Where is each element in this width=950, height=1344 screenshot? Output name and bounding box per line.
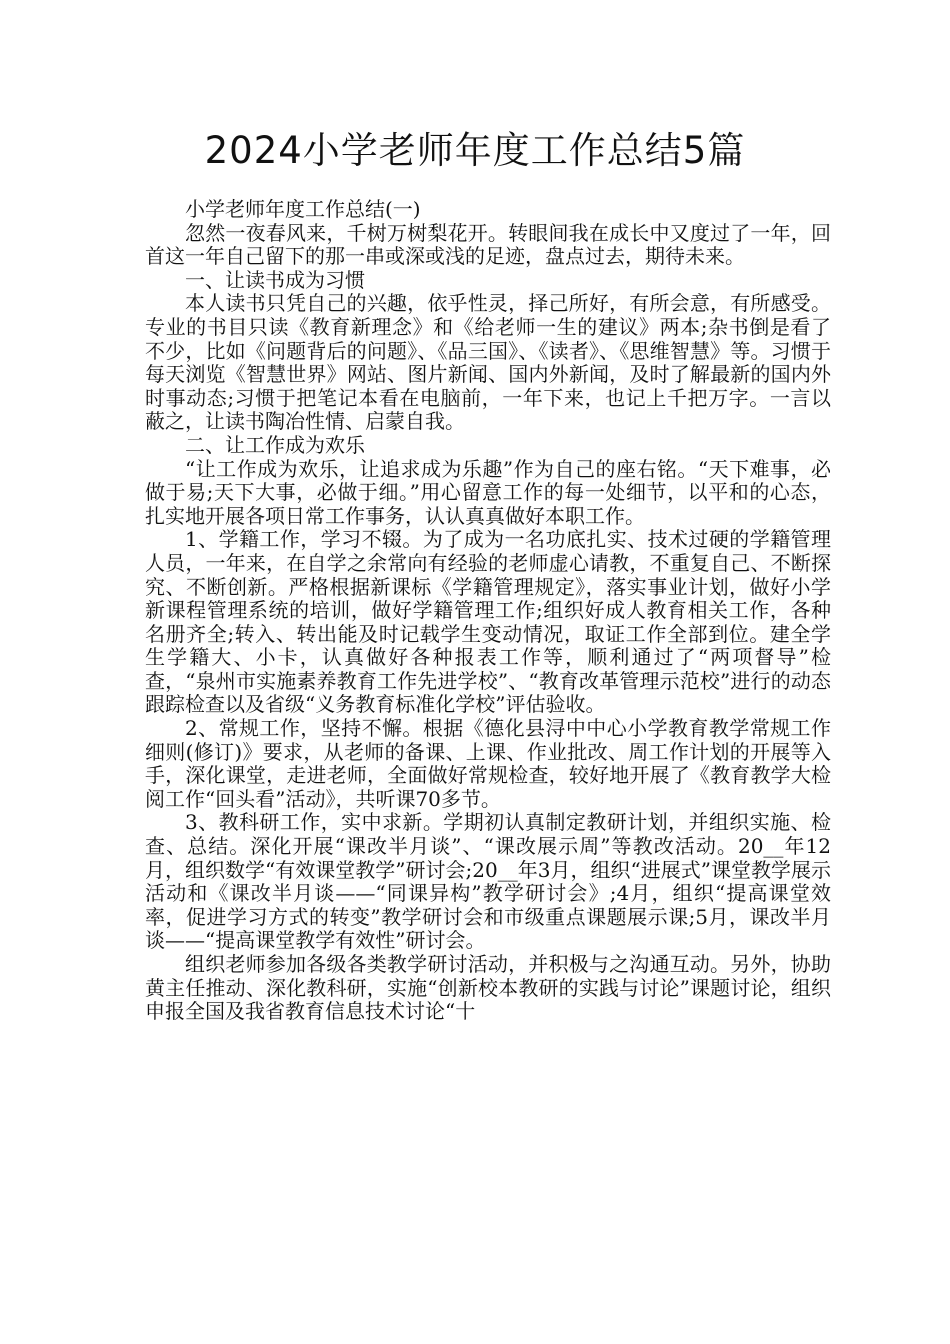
document-body <box>145 198 831 1024</box>
section-heading: 二、让工作成为欢乐 <box>185 432 365 457</box>
paragraph: “让工作成为欢乐，让追求成为乐趣”作为自己的座右铭。“天下难事，必做于易;天下大事，必做于细。”用心留意工作的每一处细节，以平和的心态，扎实地开展各项日常工作事务，认认真真做好本职工作。 <box>145 456 831 528</box>
paragraph: 3、教科研工作，实中求新。学期初认真制定教研计划，并组织实施、检查、总结。深化开展“课改半月谈”、“课改展示周”等教改活动。20__年12月，组织数学“有效课堂教学”研讨会;20__年3月，组织“进展式”课堂教学展示活动和《课改半月谈——“同课异构”教学研讨会》;4月，组织“提高课堂效率，促进学习方式的转变”教学研讨会和市级重点课题展示课;5月，课改半月谈——“提高课堂教学有效性”研讨会。 <box>145 810 831 953</box>
paragraph: 本人读书只凭自己的兴趣，依乎性灵，择己所好，有所会意，有所感受。专业的书目只读《教育新理念》和《给老师一生的建议》两本;杂书倒是看了不少，比如《问题背后的问题》、《品三国》、《读者》、《思维智慧》等。习惯于每天浏览《智慧世界》网站、图片新闻、国内外新闻，及时了解最新的国内外时事动态;习惯于把笔记本看在电脑前，一年下来，也记上千把万字。一言以蔽之，让读书陶冶性情、启蒙自我。 <box>145 291 831 434</box>
document-title: 2024小学老师年度工作总结5篇 <box>204 129 746 172</box>
paragraph: 忽然一夜春风来，千树万树梨花开。转眼间我在成长中又度过了一年，回首这一年自己留下的那一串或深或浅的足迹，盘点过去，期待未来。 <box>145 220 831 269</box>
paragraph: 2、常规工作，坚持不懈。根据《德化县浔中中心小学教育教学常规工作细则(修订)》要求，从老师的备课、上课、作业批改、周工作计划的开展等入手，深化课堂，走进老师，全面做好常规检查，较好地开展了《教育教学大检阅工作“回头看”活动》，共听课70多节。 <box>145 716 831 811</box>
section-heading: 一、让读书成为习惯 <box>185 267 365 292</box>
paragraph: 组织老师参加各级各类教学研讨活动，并积极与之沟通互动。另外，协助黄主任推动、深化教科研，实施“创新校本教研的实践与讨论”课题讨论，组织申报全国及我省教育信息技术讨论“十 <box>145 952 831 1024</box>
paragraph: 1、学籍工作，学习不辍。为了成为一名功底扎实、技术过硬的学籍管理人员，一年来，在自学之余常向有经验的老师虚心请教，不重复自己、不断探究、不断创新。严格根据新课标《学籍管理规定》，落实事业计划，做好小学新课程管理系统的培训，做好学籍管理工作;组织好成人教育相关工作，各种名册齐全;转入、转出能及时记载学生变动情况，取证工作全部到位。建全学生学籍大、小卡，认真做好各种报表工作等，顺利通过了“两项督导”检查，“泉州市实施素养教育工作先进学校”、“教育改革管理示范校”进行的动态跟踪检查以及省级“义务教育标准化学校”评估验收。 <box>145 527 831 717</box>
section-heading: 小学老师年度工作总结(一) <box>185 197 421 221</box>
